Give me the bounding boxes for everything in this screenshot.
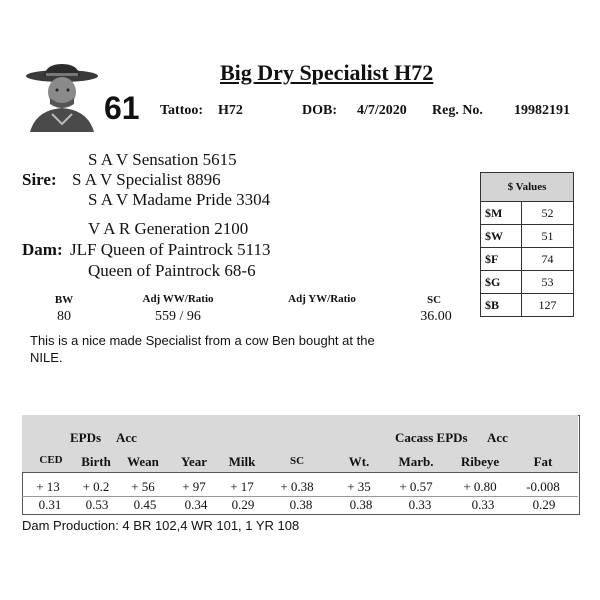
epd-value: + 97 — [182, 479, 206, 494]
ww-value: 559 / 96 — [155, 309, 201, 324]
sire-label: Sire: — [22, 170, 57, 189]
value-label: $F — [481, 248, 522, 271]
sire-name: S A V Specialist 8896 — [72, 170, 221, 189]
table-row — [481, 248, 574, 271]
epd-col-header: Marb. — [398, 454, 434, 469]
epd-acc: 0.38 — [349, 497, 373, 512]
value-number: 51 — [522, 225, 574, 248]
epd-col-header: Wt. — [348, 454, 370, 469]
epd-col-header: Ribeye — [460, 454, 500, 469]
sc-label: SC — [426, 294, 442, 306]
sire-dam: S A V Madame Pride 3304 — [88, 190, 271, 209]
dob-value: 4/7/2020 — [357, 103, 407, 118]
epd-acc: 0.38 — [289, 497, 313, 512]
ww-label: Adj WW/Ratio — [142, 293, 214, 305]
dam-label: Dam: — [22, 240, 63, 259]
epd-acc: 0.29 — [532, 497, 556, 512]
bw-value: 80 — [57, 309, 71, 324]
sc-value: 36.00 — [420, 309, 452, 324]
epd-col-header: Year — [181, 454, 207, 469]
epd-col-header: Fat — [533, 454, 553, 469]
dollar-values-table — [480, 172, 574, 317]
epd-value: + 0.38 — [280, 479, 314, 494]
description: This is a nice made Specialist from a cow Ben bought at the NILE. — [30, 333, 375, 365]
epd-col-header: CED — [39, 454, 63, 466]
table-row — [481, 294, 574, 317]
epd-value: + 13 — [36, 479, 60, 494]
tattoo-value: H72 — [218, 103, 243, 118]
epd-value: + 35 — [347, 479, 371, 494]
value-number: 52 — [522, 202, 574, 225]
tattoo-label: Tattoo: — [160, 103, 204, 118]
epd-value: -0.008 — [526, 479, 560, 494]
value-number: 74 — [522, 248, 574, 271]
epd-group-label: EPDs — [70, 430, 102, 445]
epd-acc: 0.53 — [85, 497, 109, 512]
epd-acc: 0.33 — [408, 497, 432, 512]
carcass-group-acc: Acc — [487, 430, 508, 445]
dam-sire: V A R Generation 2100 — [88, 219, 249, 238]
value-label: $M — [481, 202, 522, 225]
lot-number: 61 — [104, 90, 140, 126]
epd-value: + 0.57 — [399, 479, 433, 494]
carcass-group-label: Cacass EPDs — [395, 430, 468, 445]
dob-label: DOB: — [302, 103, 337, 118]
reg-value: 19982191 — [514, 103, 570, 118]
epd-col-header: Milk — [228, 454, 256, 469]
value-number: 127 — [522, 294, 574, 317]
table-row — [481, 225, 574, 248]
reg-label: Reg. No. — [432, 103, 483, 118]
epd-acc: 0.29 — [231, 497, 255, 512]
epd-group-acc: Acc — [116, 430, 137, 445]
value-number: 53 — [522, 271, 574, 294]
value-label: $W — [481, 225, 522, 248]
epd-acc: 0.33 — [471, 497, 495, 512]
value-label: $B — [481, 294, 522, 317]
dam-dam: Queen of Paintrock 68-6 — [88, 261, 256, 280]
dam-production: Dam Production: 4 BR 102,4 WR 101, 1 YR 108 — [22, 518, 300, 533]
epd-col-header: Birth — [81, 454, 111, 469]
epd-col-header: Wean — [127, 454, 159, 469]
cowboy-photo — [22, 62, 100, 132]
epd-value: + 0.80 — [463, 479, 497, 494]
page-title: Big Dry Specialist H72 — [220, 60, 434, 85]
table-row — [481, 271, 574, 294]
epd-acc: 0.34 — [184, 497, 208, 512]
epd-col-header: SC — [289, 455, 305, 467]
dam-name: JLF Queen of Paintrock 5113 — [70, 240, 271, 259]
sire-sire: S A V Sensation 5615 — [88, 150, 237, 169]
value-label: $G — [481, 271, 522, 294]
table-row — [481, 202, 574, 225]
yw-label: Adj YW/Ratio — [288, 293, 356, 305]
dollar-values-title: $ Values — [481, 173, 574, 202]
epd-acc: 0.45 — [133, 497, 157, 512]
epd-value: + 17 — [230, 479, 254, 494]
epd-value: + 56 — [131, 479, 155, 494]
epd-value: + 0.2 — [82, 479, 110, 494]
bw-label: BW — [54, 294, 74, 306]
epd-acc: 0.31 — [38, 497, 62, 512]
